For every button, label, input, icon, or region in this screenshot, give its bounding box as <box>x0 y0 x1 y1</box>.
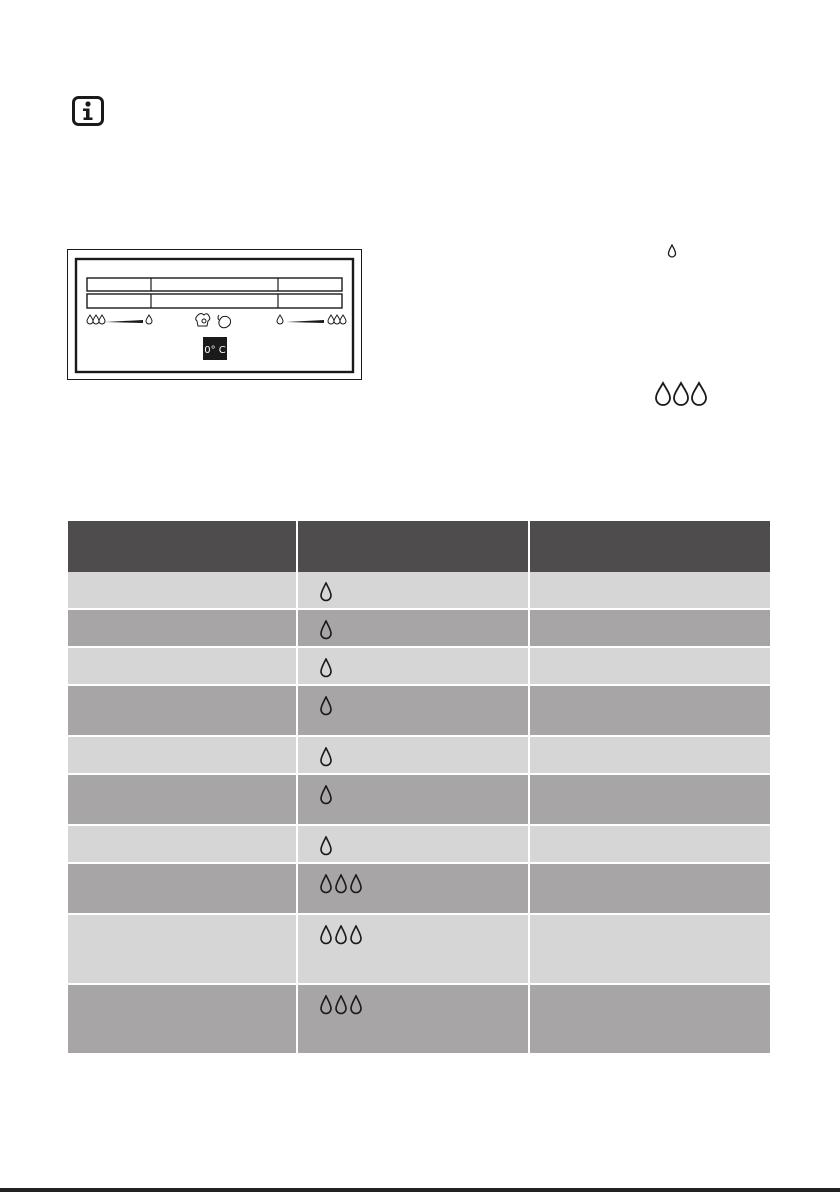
single-drop-icon <box>320 785 332 805</box>
table-cell <box>68 826 296 862</box>
temperature-display: 0° C <box>204 345 226 356</box>
header-cell <box>68 521 296 572</box>
table-cell <box>530 985 770 1053</box>
single-drop-icon <box>667 244 677 258</box>
single-drop-icon <box>320 747 332 767</box>
table-row <box>68 686 770 735</box>
single-drop-icon <box>320 620 332 640</box>
header-cell <box>298 521 528 572</box>
table-cell <box>530 737 770 773</box>
single-drop-icon <box>320 836 332 856</box>
table-cell <box>530 915 770 983</box>
table-cell <box>68 648 296 684</box>
humidity-cell <box>298 610 528 646</box>
humidity-cell <box>298 915 528 983</box>
table-cell <box>68 610 296 646</box>
table-cell <box>68 572 296 608</box>
table-cell <box>68 737 296 773</box>
table-row <box>68 775 770 824</box>
table-cell <box>530 775 770 824</box>
table-cell <box>68 915 296 983</box>
table-cell <box>68 775 296 824</box>
table-cell <box>530 572 770 608</box>
table-cell <box>530 648 770 684</box>
table-cell <box>530 610 770 646</box>
triple-drop-icon <box>320 874 366 894</box>
humidity-cell <box>298 775 528 824</box>
info-icon <box>72 96 104 126</box>
table-row <box>68 826 770 862</box>
humidity-cell <box>298 826 528 862</box>
header-cell <box>530 521 770 572</box>
table-cell <box>530 686 770 735</box>
table-header-row <box>68 521 770 572</box>
single-drop-icon <box>320 658 332 678</box>
humidity-cell <box>298 864 528 913</box>
humidity-cell <box>298 985 528 1053</box>
table-cell <box>530 826 770 862</box>
humidity-cell <box>298 572 528 608</box>
table-cell <box>68 686 296 735</box>
single-drop-icon <box>320 696 332 716</box>
table-row <box>68 610 770 646</box>
humidity-cell <box>298 686 528 735</box>
table-row <box>68 864 770 913</box>
control-panel-illustration <box>67 249 362 380</box>
table-cell <box>68 985 296 1053</box>
humidity-cell <box>298 648 528 684</box>
table-row <box>68 572 770 608</box>
storage-table <box>68 521 770 1053</box>
table-row <box>68 737 770 773</box>
page-bottom-rule <box>0 1188 840 1192</box>
single-drop-icon <box>320 582 332 602</box>
table-cell <box>530 864 770 913</box>
table-row <box>68 648 770 684</box>
triple-drop-icon <box>654 381 708 407</box>
table-row <box>68 985 770 1053</box>
triple-drop-icon <box>320 925 366 945</box>
triple-drop-icon <box>320 995 366 1015</box>
table-row <box>68 915 770 983</box>
humidity-cell <box>298 737 528 773</box>
table-cell <box>68 864 296 913</box>
